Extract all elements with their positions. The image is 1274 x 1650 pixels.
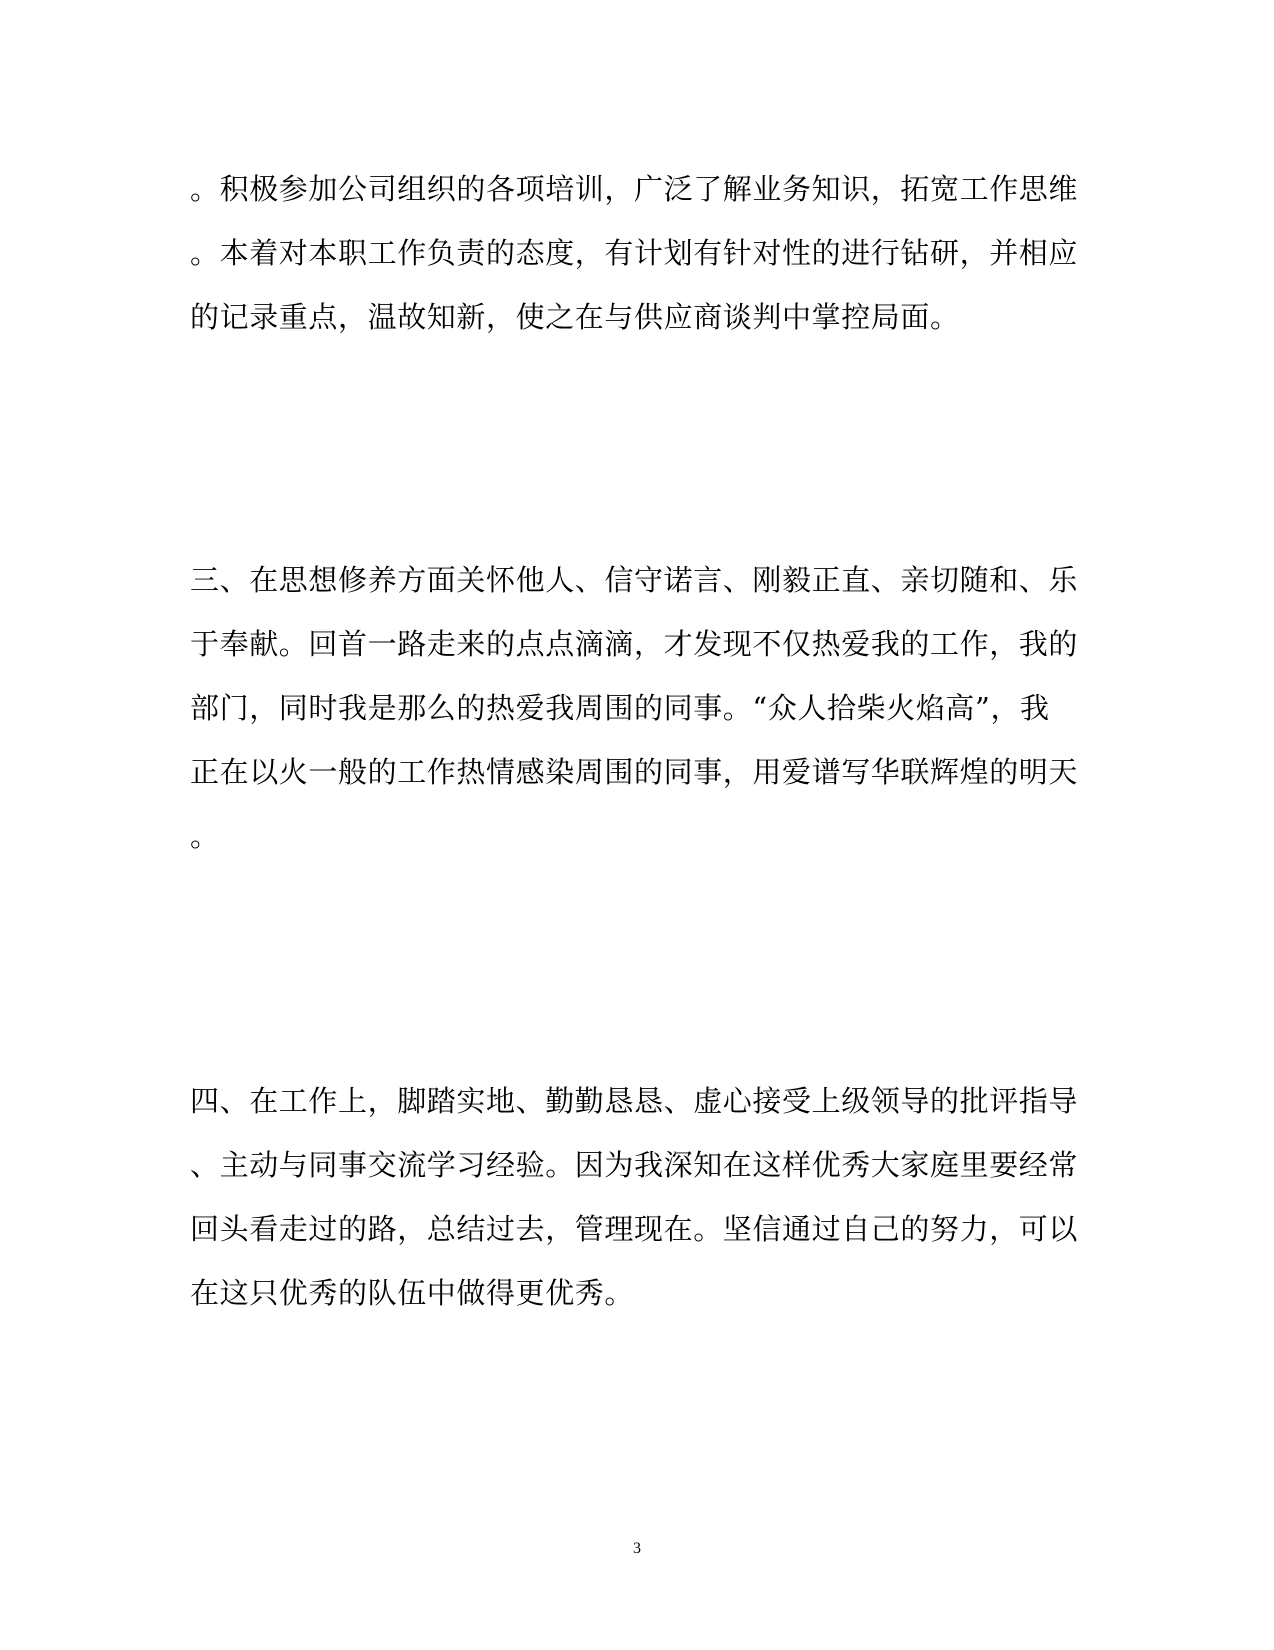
text-line: 四、在工作上，脚踏实地、勤勤恳恳、虚心接受上级领导的批评指导: [190, 1084, 1079, 1118]
text-line: 三、在思想修养方面关怀他人、信守诺言、刚毅正直、亲切随和、乐: [190, 563, 1079, 597]
paragraph-training: [190, 157, 1090, 349]
page-number: 3: [633, 1540, 641, 1557]
text-line: 部门，同时我是那么的热爱我周围的同事。“众人拾柴火焰高”，我: [190, 691, 1050, 725]
paragraph-section-four: [190, 1069, 1090, 1325]
text-line: 。本着对本职工作负责的态度，有计划有针对性的进行钻研，并相应: [190, 236, 1079, 270]
text-line: 正在以火一般的工作热情感染周围的同事，用爱谱写华联辉煌的明天: [190, 755, 1079, 789]
text-line: 、主动与同事交流学习经验。因为我深知在这样优秀大家庭里要经常: [190, 1148, 1079, 1182]
text-line: 于奉献。回首一路走来的点点滴滴，才发现不仅热爱我的工作，我的: [190, 627, 1079, 661]
paragraph-section-three: [190, 548, 1090, 868]
text-line: 在这只优秀的队伍中做得更优秀。: [190, 1276, 635, 1310]
text-line: 的记录重点，温故知新，使之在与供应商谈判中掌控局面。: [190, 300, 960, 334]
text-line: 回头看走过的路，总结过去，管理现在。坚信通过自己的努力，可以: [190, 1212, 1079, 1246]
text-line: 。: [190, 819, 220, 853]
text-line: 。积极参加公司组织的各项培训，广泛了解业务知识，拓宽工作思维: [190, 172, 1079, 206]
